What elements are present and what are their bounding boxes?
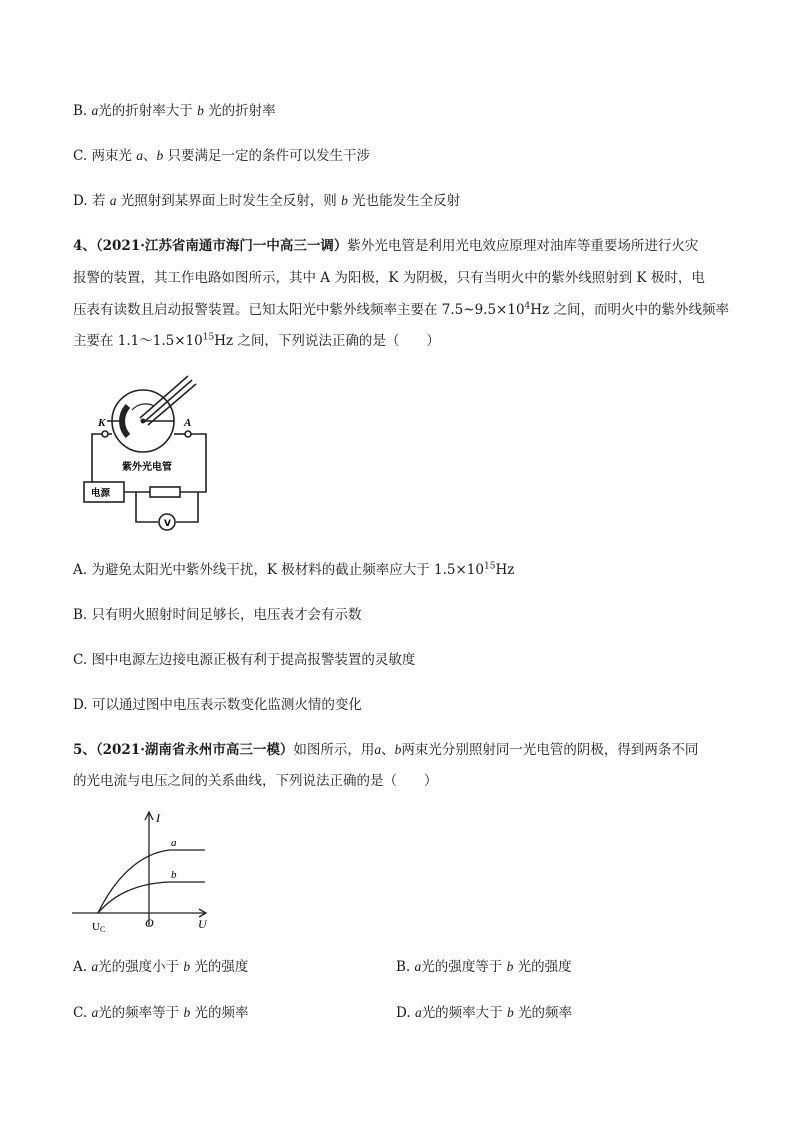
wire-left xyxy=(92,434,102,482)
q4-option-d: D. 可以通过图中电压表示数变化监测火情的变化 xyxy=(73,697,362,713)
voltmeter-label: V xyxy=(164,519,171,529)
label-a: A xyxy=(184,417,192,429)
origin-label: O xyxy=(145,916,154,930)
uc-label: UC xyxy=(92,921,106,934)
axis-label-u: U xyxy=(198,917,207,931)
terminal-a xyxy=(185,431,191,437)
q3-option-b: B. a光的折射率大于 b 光的折射率 xyxy=(73,103,276,119)
q5-option-b: B. a光的强度等于 b 光的强度 xyxy=(396,959,572,975)
q4-source: 4、（2021·江苏省南通市海门一中高三一调） xyxy=(73,238,348,254)
q5-option-c: C. a光的频率等于 b 光的频率 xyxy=(73,1005,249,1021)
q5-option-a: A. a光的强度小于 b 光的强度 xyxy=(73,959,249,975)
q5-source: 5、（2021·湖南省永州市高三一模） xyxy=(73,742,294,758)
tube-label: 紫外光电管 xyxy=(122,462,172,473)
q4-option-b: B. 只有明火照射时间足够长，电压表才会有示数 xyxy=(73,607,362,623)
wire-right xyxy=(180,434,206,492)
axis-label-i: I xyxy=(156,811,160,825)
q4-stem-line-4: 主要在 $1.1\sim 1.5\times 10^{15}Hz$ 之间，下列说法正确的是（ ） xyxy=(73,332,440,349)
power-label: 电源 xyxy=(91,488,111,499)
anode-dot xyxy=(141,419,146,424)
q3-option-d: D. 若 a 光照射到某界面上时发生全反射，则 b 光也能发生全反射 xyxy=(73,193,461,209)
q4-circuit-figure xyxy=(80,372,220,534)
q5-iu-graph xyxy=(70,808,215,936)
terminal-k xyxy=(102,431,108,437)
curve-a-label: a xyxy=(171,837,177,849)
q5-option-d: D. a光的频率大于 b 光的频率 xyxy=(396,1005,573,1021)
q4-stem-line-3: 压表有读数且启动报警装置。已知太阳光中紫外线频率主要在 $7.5\sim 9.5\times 10^4Hz$ 之间，而明火中的紫外线频率 xyxy=(73,301,729,318)
resistor xyxy=(150,487,180,497)
q4-stem-line-1: 4、（2021·江苏省南通市海门一中高三一调）紫外光电管是利用光电效应原理对油库等重要场所进行火灾 xyxy=(73,238,699,254)
q4-option-c: C. 图中电源左边接电源正极有利于提高报警装置的灵敏度 xyxy=(73,652,416,668)
q5-stem-line-2: 的光电流与电压之间的关系曲线，下列说法正确的是（ ） xyxy=(73,773,438,789)
q4-option-a: A. 为避免太阳光中紫外线干扰，K 极材料的截止频率应大于 $1.5\times 10^{15}Hz$ xyxy=(73,561,515,578)
q4-stem-line-2: 报警的装置，其工作电路如图所示，其中 A 为阳极，K 为阴极，只有当明火中的紫外线照射到 K 极时，电 xyxy=(73,270,705,286)
label-k: K xyxy=(98,417,106,429)
curve-b-label: b xyxy=(171,869,177,881)
q5-stem-line-1: 5、（2021·湖南省永州市高三一模）如图所示，用a、b两束光分别照射同一光电管的阴极，得到两条不同 xyxy=(73,742,699,758)
q3-option-c: C. 两束光 a、b 只要满足一定的条件可以发生干涉 xyxy=(73,148,371,164)
light-ray xyxy=(144,380,192,422)
